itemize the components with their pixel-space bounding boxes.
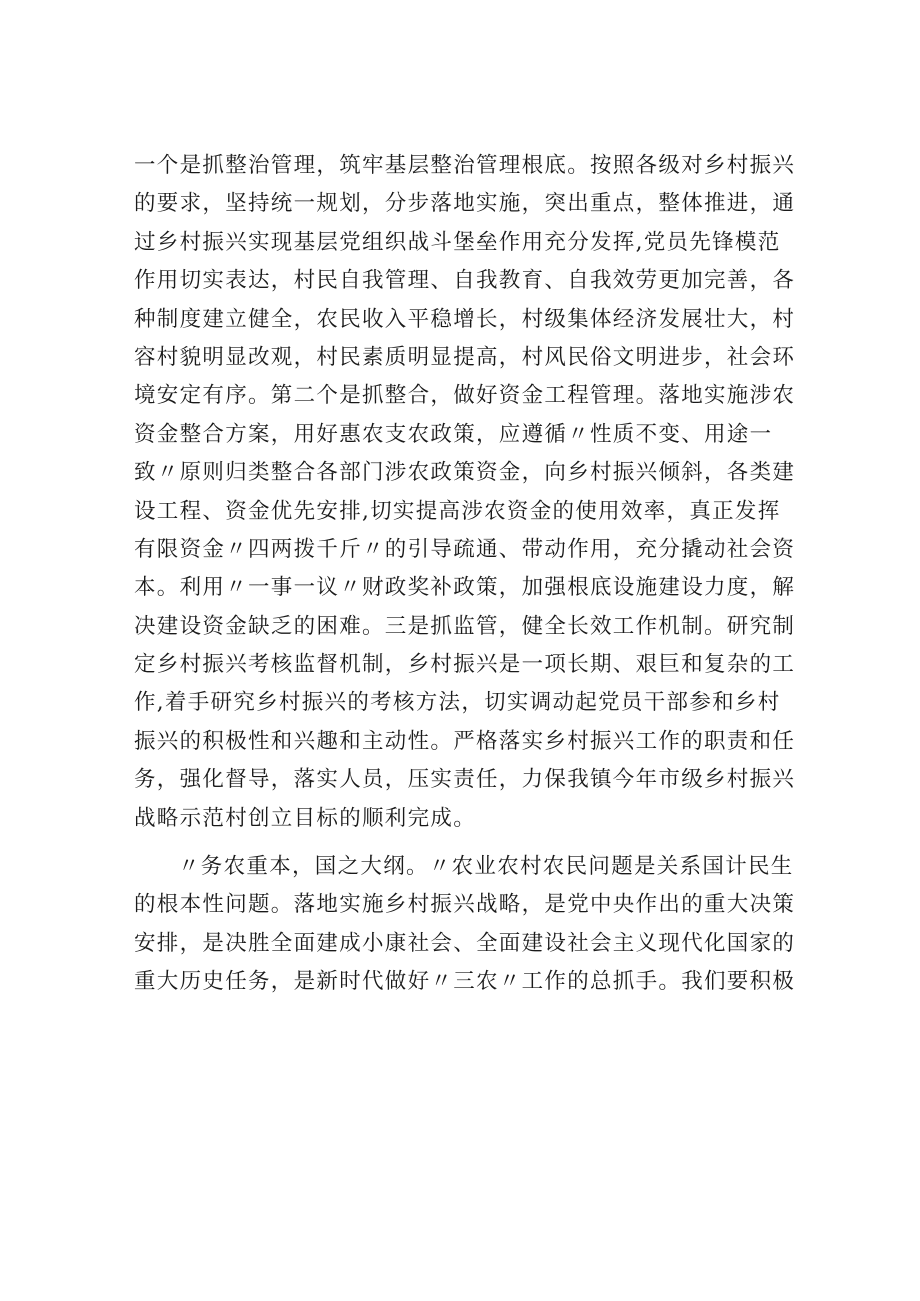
text-line: 决建设资金缺乏的困难。三是抓监管，健全长效工作机制。研究制 bbox=[134, 613, 796, 639]
text-line: 一个是抓整治管理，筑牢基层整治管理根底。按照各级对乡村振兴 bbox=[134, 153, 796, 178]
text-line: 致〃原则归类整合各部门涉农政策资金，向乡村振兴倾斜，各类建 bbox=[134, 460, 796, 486]
text-line: 的根本性问题。落地实施乡村振兴战略，是党中央作出的重大决策 bbox=[134, 892, 796, 918]
paragraph-spacer bbox=[134, 838, 796, 848]
text-line: 定乡村振兴考核监督机制，乡村振兴是一项长期、艰巨和复杂的工 bbox=[134, 652, 796, 678]
text-line: 过乡村振兴实现基层党组织战斗堡垒作用充分发挥,党员先锋模范 bbox=[134, 229, 781, 255]
text-line: 种制度建立健全，农民收入平稳增长，村级集体经济发展壮大，村 bbox=[134, 306, 796, 332]
text-line: 务，强化督导，落实人员，压实责任，力保我镇今年市级乡村振兴 bbox=[134, 767, 796, 793]
paragraph-2 bbox=[134, 848, 796, 1002]
document-body bbox=[134, 147, 796, 1002]
text-line-indented: 〃务农重本，国之大纲。〃农业农村农民问题是关系国计民生 bbox=[178, 854, 794, 880]
text-line: 设工程、资金优先安排,切实提高涉农资金的使用效率，真正发挥 bbox=[134, 498, 781, 524]
text-line: 重大历史任务，是新时代做好〃三农〃工作的总抓手。我们要积极 bbox=[134, 969, 796, 995]
text-line: 作,着手研究乡村振兴的考核方法，切实调动起党员干部参和乡村 bbox=[134, 690, 781, 716]
text-line: 容村貌明显改观，村民素质明显提高，村风民俗文明进步，社会环 bbox=[134, 344, 796, 370]
text-line: 的要求，坚持统一规划，分步落地实施，突出重点，整体推进，通 bbox=[134, 191, 796, 217]
text-line: 本。利用〃一事一议〃财政奖补政策，加强根底设施建设力度，解 bbox=[134, 575, 796, 601]
text-line: 战略示范村创立目标的顺利完成。 bbox=[134, 805, 477, 831]
text-line: 安排，是决胜全面建成小康社会、全面建设社会主义现代化国家的 bbox=[134, 930, 796, 956]
paragraph-1 bbox=[134, 147, 796, 838]
text-line: 资金整合方案，用好惠农支农政策，应遵循〃性质不变、用途一 bbox=[134, 421, 773, 447]
text-line: 境安定有序。第二个是抓整合，做好资金工程管理。落地实施涉农 bbox=[134, 383, 796, 409]
text-line: 有限资金〃四两拨千斤〃的引导疏通、带动作用，充分撬动社会资 bbox=[134, 536, 796, 562]
text-line: 作用切实表达，村民自我管理、自我教育、自我效劳更加完善，各 bbox=[134, 268, 796, 294]
text-line: 振兴的积极性和兴趣和主动性。严格落实乡村振兴工作的职责和任 bbox=[134, 728, 796, 754]
